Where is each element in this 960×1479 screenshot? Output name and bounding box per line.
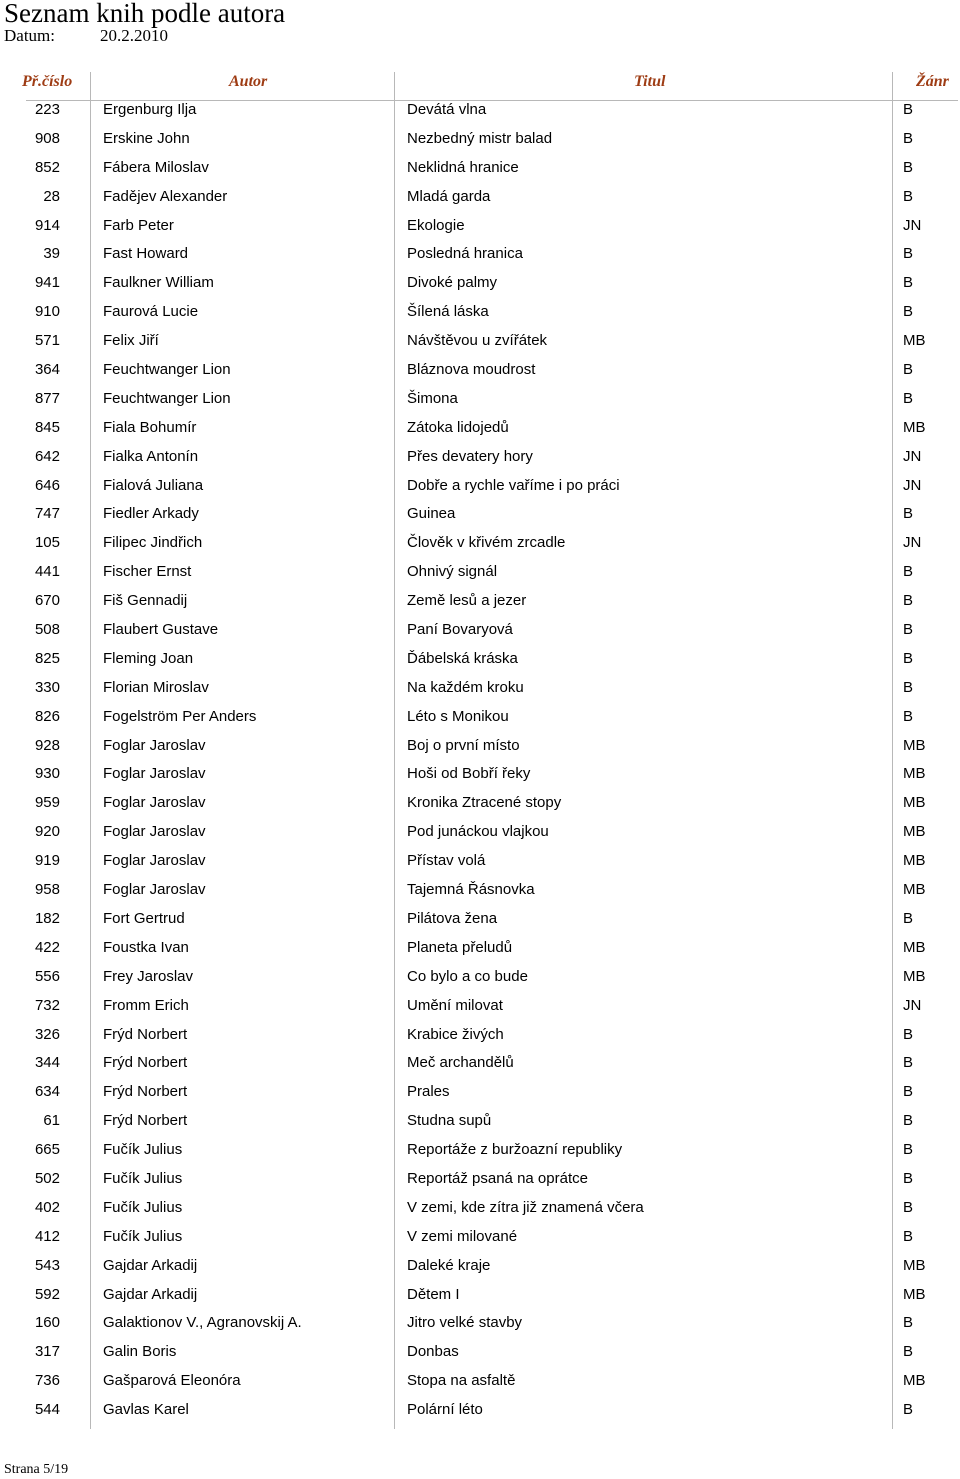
book-genre: B — [903, 505, 914, 523]
book-title: Devátá vlna — [407, 101, 487, 118]
book-genre: B — [903, 187, 914, 205]
book-genre: MB — [903, 332, 926, 350]
book-number: 959 — [34, 794, 60, 812]
book-number: 914 — [34, 216, 60, 234]
book-number: 105 — [34, 534, 60, 552]
book-title: Umění milovat — [407, 996, 503, 1014]
column-header-genre: Žánr — [916, 73, 949, 90]
table-row — [0, 934, 960, 963]
book-genre: MB — [903, 765, 926, 783]
book-author: Fadějev Alexander — [103, 187, 228, 205]
book-author: Ergenburg Ilja — [103, 101, 197, 118]
table-row — [0, 1107, 960, 1136]
book-number: 919 — [34, 852, 60, 870]
book-title: Člověk v křivém zrcadle — [407, 534, 566, 552]
book-title: Dobře a rychle vaříme i po práci — [407, 476, 620, 494]
book-genre: B — [903, 1025, 914, 1043]
book-title: Ohnivý signál — [407, 563, 498, 581]
book-title: Reportáž psaná na oprátce — [407, 1169, 588, 1187]
book-genre: B — [903, 129, 914, 147]
book-title: Posledná hranica — [407, 245, 523, 263]
table-row — [0, 529, 960, 558]
book-number: 910 — [34, 303, 60, 321]
table-row — [0, 1021, 960, 1050]
book-author: Gašparová Eleonóra — [103, 1372, 241, 1390]
book-title: Země lesů a jezer — [407, 592, 527, 610]
table-row — [0, 1338, 960, 1367]
book-author: Foglar Jaroslav — [103, 852, 206, 870]
book-number: 642 — [34, 447, 60, 465]
book-number: 958 — [34, 881, 60, 899]
book-author: Frýd Norbert — [103, 1054, 188, 1072]
book-author: Galaktionov V., Agranovskij A. — [103, 1314, 302, 1332]
table-row — [0, 789, 960, 818]
table-row — [0, 645, 960, 674]
book-number: 826 — [34, 707, 60, 725]
table-row — [0, 443, 960, 472]
table-row — [0, 847, 960, 876]
book-title: V zemi, kde zítra již znamená včera — [407, 1198, 644, 1216]
book-author: Faulkner William — [103, 274, 214, 292]
book-author: Fromm Erich — [103, 996, 189, 1014]
book-number: 364 — [34, 361, 60, 379]
book-genre: MB — [903, 823, 926, 841]
book-author: Foglar Jaroslav — [103, 736, 206, 754]
book-author: Gajdar Arkadij — [103, 1256, 198, 1274]
table-row — [0, 472, 960, 501]
book-genre: B — [903, 1401, 914, 1419]
book-title: Návštěvou u zvířátek — [407, 332, 548, 350]
book-title: Ďábelská kráska — [407, 649, 518, 667]
book-genre: B — [903, 1198, 914, 1216]
book-number: 877 — [34, 389, 60, 407]
book-genre: B — [903, 1169, 914, 1187]
book-author: Frey Jaroslav — [103, 967, 194, 985]
book-author: Fiala Bohumír — [103, 418, 197, 436]
book-title: Stopa na asfaltě — [407, 1372, 516, 1390]
book-author: Frýd Norbert — [103, 1112, 188, 1130]
book-author: Foglar Jaroslav — [103, 794, 206, 812]
book-number: 747 — [34, 505, 60, 523]
book-author: Flaubert Gustave — [103, 621, 219, 639]
book-author: Filipec Jindřich — [103, 534, 203, 552]
book-title: Co bylo a co bude — [407, 967, 528, 985]
book-author: Erskine John — [103, 129, 190, 147]
book-genre: MB — [903, 1256, 926, 1274]
book-author: Fiš Gennadij — [103, 592, 188, 610]
book-number: 634 — [34, 1083, 60, 1101]
table-row — [0, 1049, 960, 1078]
book-genre: JN — [903, 216, 922, 234]
book-number: 344 — [34, 1054, 60, 1072]
book-title: Divoké palmy — [407, 274, 498, 292]
book-title: Přes devatery hory — [407, 447, 533, 465]
table-row — [0, 732, 960, 761]
book-number: 223 — [34, 101, 60, 118]
book-number: 665 — [34, 1141, 60, 1159]
book-number: 592 — [34, 1285, 60, 1303]
book-genre: MB — [903, 938, 926, 956]
table-row — [0, 876, 960, 905]
book-title: Přístav volá — [407, 852, 486, 870]
book-title: Boj o první místo — [407, 736, 520, 754]
book-title: Neklidná hranice — [407, 158, 519, 176]
book-author: Florian Miroslav — [103, 678, 209, 696]
book-author: Feuchtwanger Lion — [103, 361, 231, 379]
book-genre: MB — [903, 736, 926, 754]
table-row — [0, 1223, 960, 1252]
column-header-author: Autor — [229, 73, 268, 90]
table-row — [0, 1281, 960, 1310]
book-genre: B — [903, 1083, 914, 1101]
table-row — [0, 212, 960, 241]
table-row — [0, 356, 960, 385]
book-number: 28 — [43, 187, 60, 205]
book-genre: JN — [903, 447, 922, 465]
book-genre: B — [903, 1227, 914, 1245]
book-genre: MB — [903, 1285, 926, 1303]
book-number: 670 — [34, 592, 60, 610]
book-genre: MB — [903, 794, 926, 812]
table-row — [0, 269, 960, 298]
book-number: 182 — [34, 909, 60, 927]
column-header-title: Titul — [634, 73, 666, 90]
book-number: 39 — [43, 245, 60, 263]
book-author: Farb Peter — [103, 216, 174, 234]
book-author: Foustka Ivan — [103, 938, 189, 956]
book-author: Fučík Julius — [103, 1141, 183, 1159]
book-author: Fogelström Per Anders — [103, 707, 257, 725]
book-title: Planeta přeludů — [407, 938, 513, 956]
table-row — [0, 385, 960, 414]
table-row — [0, 616, 960, 645]
table-row — [0, 1194, 960, 1223]
table-row — [0, 905, 960, 934]
book-number: 845 — [34, 418, 60, 436]
book-number: 556 — [34, 967, 60, 985]
book-genre: B — [903, 361, 914, 379]
document-title: Seznam knih podle autora — [4, 0, 286, 28]
table-row — [0, 183, 960, 212]
book-author: Fialová Juliana — [103, 476, 204, 494]
book-genre: B — [903, 158, 914, 176]
book-genre: B — [903, 245, 914, 263]
book-genre: MB — [903, 1372, 926, 1390]
table-row — [0, 963, 960, 992]
book-genre: B — [903, 303, 914, 321]
book-author: Gajdar Arkadij — [103, 1285, 198, 1303]
book-genre: B — [903, 621, 914, 639]
table-header — [0, 70, 960, 94]
book-genre: JN — [903, 996, 922, 1014]
book-genre: B — [903, 1054, 914, 1072]
book-title: Paní Bovaryová — [407, 621, 513, 639]
book-author: Fort Gertrud — [103, 909, 185, 927]
book-number: 920 — [34, 823, 60, 841]
page-number: Strana 5/19 — [4, 1462, 69, 1477]
book-number: 508 — [34, 621, 60, 639]
book-genre: B — [903, 1141, 914, 1159]
book-genre: MB — [903, 418, 926, 436]
column-header-number: Př.číslo — [22, 73, 73, 90]
book-title: Nezbedný mistr balad — [407, 129, 553, 147]
book-title: Meč archandělů — [407, 1054, 514, 1072]
book-title: Šílená láska — [407, 303, 489, 321]
book-title: Zátoka lidojedů — [407, 418, 509, 436]
book-author: Fiedler Arkady — [103, 505, 199, 523]
book-author: Felix Jiří — [103, 332, 159, 350]
book-genre: B — [903, 1343, 914, 1361]
book-number: 908 — [34, 129, 60, 147]
book-genre: B — [903, 563, 914, 581]
book-genre: B — [903, 649, 914, 667]
book-number: 941 — [34, 274, 60, 292]
table-row — [0, 1396, 960, 1425]
book-number: 544 — [34, 1401, 60, 1419]
book-author: Fialka Antonín — [103, 447, 199, 465]
book-title: Mladá garda — [407, 187, 491, 205]
book-number: 646 — [34, 476, 60, 494]
book-genre: B — [903, 101, 914, 118]
book-title: Daleké kraje — [407, 1256, 491, 1274]
book-number: 543 — [34, 1256, 60, 1274]
book-author: Fast Howard — [103, 245, 189, 263]
book-title: Reportáže z buržoazní republiky — [407, 1141, 623, 1159]
book-number: 825 — [34, 649, 60, 667]
book-genre: B — [903, 1112, 914, 1130]
book-number: 61 — [43, 1112, 60, 1130]
table-row — [0, 558, 960, 587]
book-author: Foglar Jaroslav — [103, 881, 206, 899]
book-title: Ekologie — [407, 216, 465, 234]
table-row — [0, 414, 960, 443]
book-genre: MB — [903, 881, 926, 899]
book-number: 736 — [34, 1372, 60, 1390]
book-table — [0, 96, 960, 1425]
book-author: Feuchtwanger Lion — [103, 389, 231, 407]
table-row — [0, 154, 960, 183]
book-number: 412 — [34, 1227, 60, 1245]
book-genre: B — [903, 1314, 914, 1332]
book-number: 571 — [34, 332, 60, 350]
table-row — [0, 125, 960, 154]
book-genre: B — [903, 274, 914, 292]
table-row — [0, 1252, 960, 1281]
book-genre: B — [903, 389, 914, 407]
book-author: Fleming Joan — [103, 649, 194, 667]
book-author: Fučík Julius — [103, 1169, 183, 1187]
book-title: Pod junáckou vlajkou — [407, 823, 549, 841]
book-title: Donbas — [407, 1343, 459, 1361]
book-title: Na každém kroku — [407, 678, 524, 696]
book-number: 160 — [34, 1314, 60, 1332]
book-title: Pilátova žena — [407, 909, 498, 927]
book-genre: MB — [903, 852, 926, 870]
date-line — [4, 26, 168, 46]
book-title: Jitro velké stavby — [407, 1314, 523, 1332]
book-genre: JN — [903, 476, 922, 494]
book-genre: B — [903, 678, 914, 696]
book-title: Bláznova moudrost — [407, 361, 536, 379]
book-title: Studna supů — [407, 1112, 492, 1130]
table-row — [0, 96, 960, 125]
table-row — [0, 240, 960, 269]
table-row — [0, 1309, 960, 1338]
date-label: Datum: — [4, 26, 55, 45]
book-author: Foglar Jaroslav — [103, 823, 206, 841]
table-row — [0, 1367, 960, 1396]
table-row — [0, 327, 960, 356]
table-row — [0, 674, 960, 703]
book-number: 502 — [34, 1169, 60, 1187]
table-row — [0, 992, 960, 1021]
book-genre: B — [903, 592, 914, 610]
book-number: 441 — [34, 563, 60, 581]
table-row — [0, 587, 960, 616]
table-row — [0, 1136, 960, 1165]
book-title: Kronika Ztracené stopy — [407, 794, 562, 812]
book-author: Fučík Julius — [103, 1227, 183, 1245]
book-number: 422 — [34, 938, 60, 956]
book-title: Prales — [407, 1083, 450, 1101]
book-author: Fischer Ernst — [103, 563, 192, 581]
table-row — [0, 1165, 960, 1194]
book-number: 317 — [34, 1343, 60, 1361]
book-title: Hoši od Bobří řeky — [407, 765, 531, 783]
book-author: Frýd Norbert — [103, 1083, 188, 1101]
book-number: 852 — [34, 158, 60, 176]
book-number: 402 — [34, 1198, 60, 1216]
book-title: V zemi milované — [407, 1227, 518, 1245]
book-title: Krabice živých — [407, 1025, 504, 1043]
book-author: Foglar Jaroslav — [103, 765, 206, 783]
book-number: 330 — [34, 678, 60, 696]
book-author: Frýd Norbert — [103, 1025, 188, 1043]
book-genre: MB — [903, 967, 926, 985]
book-title: Tajemná Řásnovka — [407, 881, 535, 899]
table-row — [0, 298, 960, 327]
book-title: Léto s Monikou — [407, 707, 509, 725]
book-number: 930 — [34, 765, 60, 783]
book-genre: JN — [903, 534, 922, 552]
table-row — [0, 500, 960, 529]
book-author: Gavlas Karel — [103, 1401, 189, 1419]
book-author: Fábera Miloslav — [103, 158, 209, 176]
book-author: Faurová Lucie — [103, 303, 199, 321]
book-title: Dětem I — [407, 1285, 460, 1303]
book-genre: B — [903, 707, 914, 725]
table-row — [0, 1078, 960, 1107]
book-author: Fučík Julius — [103, 1198, 183, 1216]
book-title: Guinea — [407, 505, 456, 523]
book-number: 928 — [34, 736, 60, 754]
table-row — [0, 818, 960, 847]
book-genre: B — [903, 909, 914, 927]
book-number: 732 — [34, 996, 60, 1014]
table-row — [0, 760, 960, 789]
table-row — [0, 703, 960, 732]
book-author: Galin Boris — [103, 1343, 177, 1361]
book-number: 326 — [34, 1025, 60, 1043]
date-value: 20.2.2010 — [100, 26, 168, 45]
book-title: Polární léto — [407, 1401, 483, 1419]
book-title: Šimona — [407, 389, 458, 407]
